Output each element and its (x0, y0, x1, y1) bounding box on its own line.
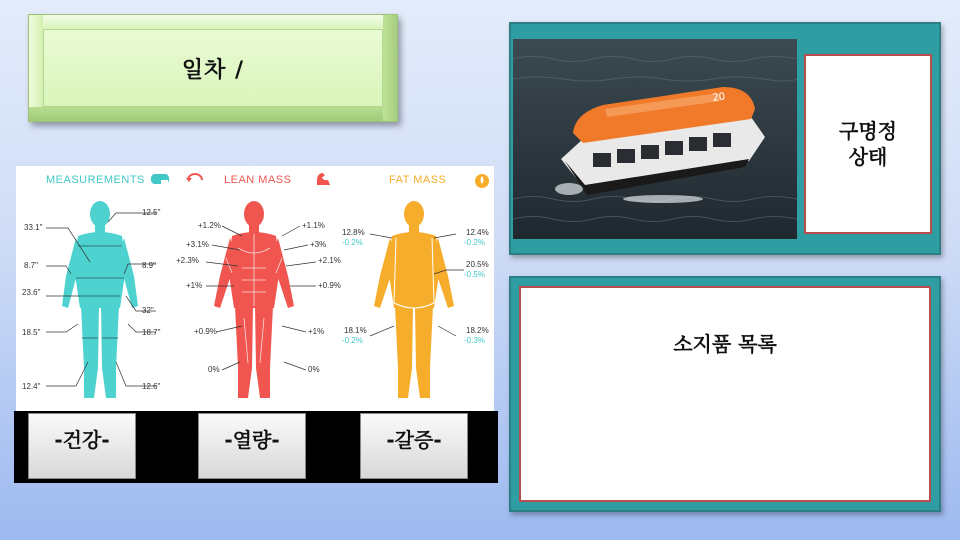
measurement-label: 12.4" (22, 382, 41, 391)
lean-mass-label: 0% (308, 365, 320, 374)
tab-health[interactable]: -건강- (28, 413, 136, 479)
lean-mass-label: +1.2% (198, 221, 221, 230)
inventory-card (509, 276, 941, 512)
fat-mass-leader-lines (16, 166, 494, 412)
measurement-label: 18.7" (142, 328, 161, 337)
lifeboat-card (509, 22, 941, 255)
lean-mass-label: +3.1% (186, 240, 209, 249)
fat-mass-delta: -0.5% (464, 270, 485, 279)
fat-mass-delta: -0.3% (464, 336, 485, 345)
lean-mass-label: +2.3% (176, 256, 199, 265)
plate-bevel (29, 107, 397, 121)
tab-thirst[interactable]: -갈증- (360, 413, 468, 479)
day-header-face (43, 29, 383, 107)
measurement-label: 12.5" (142, 208, 161, 217)
fat-mass-label: 18.1% (344, 326, 367, 335)
hull-number: 20 (711, 91, 727, 104)
measurement-label: 8.9" (142, 261, 156, 270)
measurement-label: 12.6" (142, 382, 161, 391)
inventory-title: 소지품 목록 (673, 332, 777, 356)
status-tab-bar (14, 411, 498, 483)
lifeboat-status-title: 구명정 (839, 119, 897, 143)
measurement-label: 32" (142, 306, 154, 315)
measurement-label: 23.6" (22, 288, 41, 297)
lifeboat-status-subtitle: 상태 (848, 145, 888, 169)
fat-mass-label: 12.4% (466, 228, 489, 237)
fat-mass-delta: -0.2% (342, 238, 363, 247)
lean-mass-label: +0.9% (194, 327, 217, 336)
lean-mass-label: +1% (308, 327, 325, 336)
measurement-label: 8.7" (24, 261, 38, 270)
lean-mass-label: +1.1% (302, 221, 325, 230)
plate-bevel (383, 15, 397, 121)
lifeboat-photo (513, 39, 797, 239)
day-label: 일차 / (181, 57, 245, 83)
measurement-label: 18.5" (22, 328, 41, 337)
fat-mass-label: 18.2% (466, 326, 489, 335)
lean-mass-label: +3% (310, 240, 327, 249)
lean-mass-label: +2.1% (318, 256, 341, 265)
fat-mass-delta: -0.2% (342, 336, 363, 345)
lean-mass-label: +1% (186, 281, 203, 290)
fat-mass-label: 20.5% (466, 260, 489, 269)
lifeboat-illustration (513, 39, 797, 239)
measurement-label: 33.1" (24, 223, 43, 232)
plate-bevel (29, 15, 397, 29)
body-composition-infographic (16, 166, 494, 412)
day-header-plate (28, 14, 398, 122)
lean-mass-label: +0.9% (318, 281, 341, 290)
inventory-list-area[interactable] (519, 286, 931, 502)
lifeboat-status-box[interactable] (804, 54, 932, 234)
tab-calories[interactable]: -열량- (198, 413, 306, 479)
fat-mass-heading: FAT MASS (389, 174, 447, 186)
fat-mass-label: 12.8% (342, 228, 365, 237)
plate-bevel (29, 15, 43, 121)
lean-mass-label: 0% (208, 365, 220, 374)
measurements-heading: MEASUREMENTS (46, 174, 145, 186)
lean-mass-heading: LEAN MASS (224, 174, 292, 186)
fat-mass-delta: -0.2% (464, 238, 485, 247)
